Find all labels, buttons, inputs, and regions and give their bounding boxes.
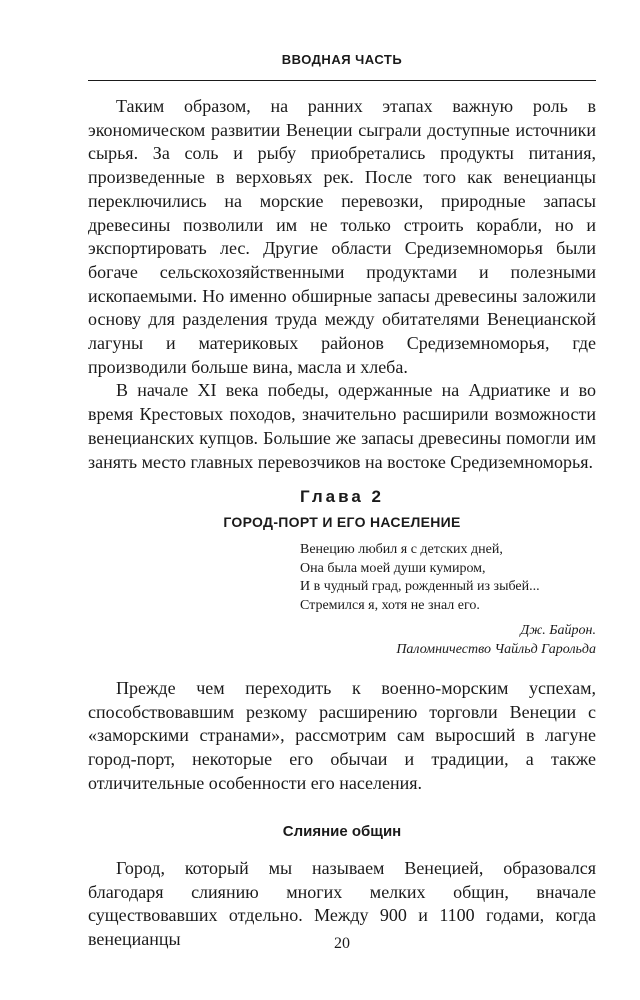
chapter-title: ГОРОД-ПОРТ И ЕГО НАСЕЛЕНИЕ	[223, 514, 461, 530]
intro-text	[88, 95, 596, 474]
epigraph-author: Дж. Байрон.	[520, 623, 596, 638]
section-paragraph: Город, который мы называем Венецией, образовался благодаря слиянию многих мелких общин, вначале существовавших отдельно. Между 900 и 1100 годами, когда венецианцы	[88, 858, 596, 950]
intro-paragraph-1: Таким образом, на ранних этапах важную роль в экономическом развитии Венеции сыграли доступные источники сырья. За соль и рыбу приобретались продукты питания, произведенные в верховьях рек. После того как венецианцы переключились на морские перевозки, природные запасы древесины позволили им не только строить корабли, но и экспортировать лес. Другие области Средиземноморья были богаче сельскохозяйственными продуктами и полезными ископаемыми. Но именно обширные запасы древесины заложили основу для разделения труда между обитателями Венецианской лагуны и материковых районов Средиземноморья, где производили больше вина, масла и хлеба.	[88, 96, 596, 377]
chapter-paragraph: Прежде чем переходить к военно-морским успехам, способствовавшим резкому расширению торговли Венеции с «заморскими странами», рассмотрим сам выросший в лагуне город-порт, некоторые его обычаи и традиции, а также отличительные особенности его населения.	[88, 678, 596, 793]
epigraph-line-1: Венецию любил я с детских дней,	[300, 542, 503, 557]
header-rule	[88, 80, 596, 81]
running-header: ВВОДНАЯ ЧАСТЬ	[281, 52, 403, 67]
section-heading: Слияние общин	[282, 823, 402, 840]
epigraph-line-2: Она была моей души кумиром,	[300, 560, 486, 576]
epigraph-work: Паломничество Чайльд Гарольда	[396, 642, 596, 657]
page-number: 20	[334, 935, 350, 952]
epigraph-line-3: И в чудный град, рожденный из зыбей...	[300, 579, 540, 594]
chapter-body	[88, 677, 596, 796]
intro-paragraph-2: В начале XI века победы, одержанные на Адриатике и во время Крестовых походов, значительно расширили возможности венецианских купцов. Большие же запасы древесины помогли им занять место главных перевозчиков на востоке Средиземноморья.	[88, 380, 596, 472]
epigraph-line-4: Стремился я, хотя не знал его.	[300, 597, 480, 613]
epigraph	[300, 541, 596, 615]
chapter-label: Глава 2	[300, 487, 384, 506]
